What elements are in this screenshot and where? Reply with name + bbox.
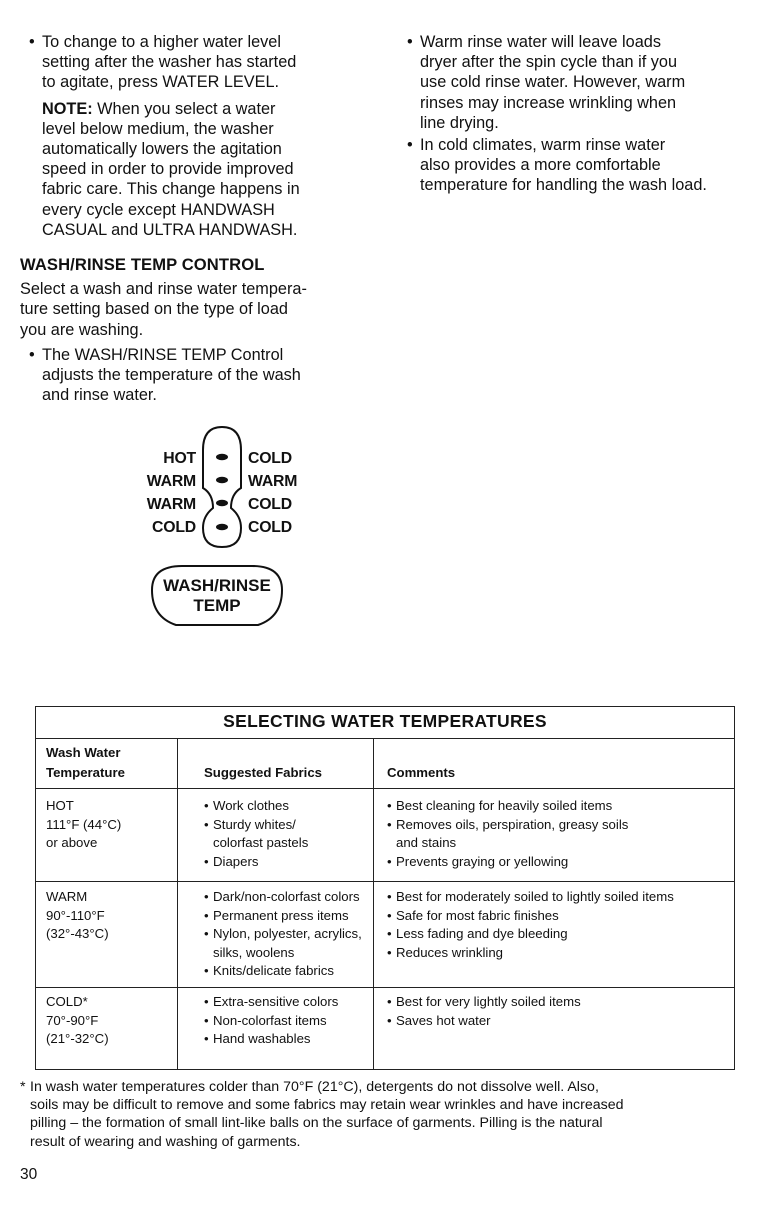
text-line: Select a wash and rinse water tempera- [20, 280, 307, 299]
text-line: When you select a water [92, 99, 276, 118]
dial-position-hot-cold [216, 454, 228, 460]
cell-line: HOT [46, 798, 74, 813]
right-column [398, 32, 743, 196]
text-line: setting after the washer has started [42, 53, 297, 72]
text-line: ture setting based on the type of load [20, 300, 288, 319]
list-item: • Best cleaning for heavily soiled items [387, 797, 628, 816]
warm-rinse-bullet [398, 32, 743, 133]
list-item: • Reduces wrinkling [387, 944, 674, 963]
text-line: also provides a more comfortable [420, 156, 661, 175]
text-line: CASUAL and ULTRA HANDWASH. [42, 220, 298, 239]
water-level-bullet [20, 32, 370, 93]
badge-line: TEMP [193, 596, 241, 615]
page-number: 30 [20, 1166, 38, 1183]
cell-line: WARM [46, 889, 88, 904]
left-column [20, 32, 370, 405]
list-item: and stains [396, 835, 457, 851]
list-item: • Work clothes [204, 797, 308, 816]
list-item: • Dark/non-colorfast colors [204, 888, 362, 907]
list-item: • Permanent press items [204, 907, 362, 926]
table-row-warm-fabrics [204, 888, 362, 981]
table-title: SELECTING WATER TEMPERATURES [223, 711, 547, 731]
table-row-hot-comments [387, 797, 628, 871]
cold-climate-bullet [398, 135, 743, 196]
text-line: dryer after the spin cycle than if you [420, 53, 678, 72]
wash-rinse-temp-dial [100, 420, 340, 640]
dial-position-warm-cold [216, 500, 228, 506]
footnote-first-line [20, 1078, 745, 1096]
section-heading: WASH/RINSE TEMP CONTROL [20, 255, 265, 275]
dial-position-warm-warm [216, 477, 228, 483]
table-row-hot-fabrics [204, 797, 308, 871]
list-item: colorfast pastels [213, 835, 309, 851]
text-line: you are washing. [20, 320, 144, 339]
header-temperature [46, 743, 125, 783]
footnote [20, 1078, 745, 1151]
note-label: NOTE: [42, 99, 93, 118]
text-line: rinses may increase wrinkling when [420, 93, 677, 112]
cell-line: (21°-32°C) [46, 1031, 109, 1047]
control-bullet [20, 345, 370, 406]
list-item: • Removes oils, perspiration, greasy soils [387, 816, 628, 835]
text-line: level below medium, the washer [42, 119, 274, 138]
text-line: • Warm rinse water will leave loads [420, 33, 661, 51]
list-item: • Best for very lightly soiled items [387, 993, 581, 1012]
table-row-cold-comments [387, 993, 581, 1030]
list-item: • Safe for most fabric finishes [387, 907, 674, 926]
note-block [20, 99, 370, 240]
rinse-label-cold: COLD [248, 450, 292, 467]
list-item: • Knits/delicate fabrics [204, 962, 362, 981]
dial-position-cold-cold [216, 524, 228, 530]
rinse-label-cold: COLD [248, 496, 292, 513]
text-line: • The WASH/RINSE TEMP Control [42, 345, 284, 364]
text-line: speed in order to provide improved [42, 160, 294, 179]
header-line: Temperature [46, 765, 125, 780]
wash-label-cold: COLD [152, 519, 196, 536]
wash-label-warm: WARM [146, 473, 196, 490]
cell-line: or above [46, 835, 98, 851]
list-item: • Less fading and dye bleeding [387, 925, 674, 944]
text-line: every cycle except HANDWASH [42, 200, 275, 219]
text-line: temperature for handling the wash load. [420, 176, 707, 195]
footnote-mark: * [20, 1079, 26, 1095]
list-item: • Diapers [204, 853, 308, 872]
cell-line: COLD* [46, 994, 88, 1009]
table-row-warm-comments [387, 888, 674, 962]
text-line: to agitate, press WATER LEVEL. [42, 73, 280, 92]
table-row-cold-fabrics [204, 993, 338, 1049]
cell-line: 90°-110°F [46, 907, 105, 923]
list-item: • Best for moderately soiled to lightly soiled items [387, 888, 674, 907]
text-line: and rinse water. [42, 386, 157, 405]
list-item: • Hand washables [204, 1030, 338, 1049]
water-temperature-table [35, 706, 735, 1070]
text-line: In wash water temperatures colder than 70°F (21°C), detergents do not dissolve well. Also, [30, 1079, 599, 1095]
list-item: • Saves hot water [387, 1012, 581, 1031]
wash-label-warm: WARM [146, 496, 196, 513]
table-row-cold-temp [46, 993, 109, 1049]
list-item: silks, woolens [213, 944, 295, 960]
text-line: automatically lowers the agitation [42, 140, 282, 159]
badge-line: WASH/RINSE [163, 576, 271, 595]
list-item: • Prevents graying or yellowing [387, 853, 628, 872]
wash-label-hot: HOT [163, 450, 196, 467]
cell-line: 70°-90°F [46, 1012, 99, 1028]
list-item: • Sturdy whites/ [204, 816, 308, 835]
list-item: • Nylon, polyester, acrylics, [204, 925, 362, 944]
text-line: use cold rinse water. However, warm [420, 73, 686, 92]
cell-line: (32°-43°C) [46, 926, 109, 942]
text-line: adjusts the temperature of the wash [42, 366, 301, 385]
section-intro [20, 279, 370, 340]
text-line: line drying. [420, 113, 499, 132]
rinse-label-cold: COLD [248, 519, 292, 536]
text-line: • To change to a higher water level [42, 33, 281, 51]
list-item: • Non-colorfast items [204, 1012, 338, 1031]
text-line: result of wearing and washing of garments. [30, 1133, 301, 1150]
header-comments: Comments [387, 765, 456, 780]
header-fabrics: Suggested Fabrics [204, 765, 322, 780]
badge-label [152, 576, 282, 616]
list-item: • Extra-sensitive colors [204, 993, 338, 1012]
text-line: pilling – the formation of small lint-like balls on the surface of garments. Pilling is the natural [30, 1115, 603, 1132]
table-row-hot-temp [46, 797, 121, 853]
rinse-label-warm: WARM [248, 473, 298, 490]
text-line: soils may be difficult to remove and some fabrics may retain wear wrinkles and have increased [30, 1097, 624, 1114]
text-line: • In cold climates, warm rinse water [420, 136, 666, 155]
text-line: fabric care. This change happens in [42, 180, 300, 199]
cell-line: 111°F (44°C) [46, 816, 122, 832]
table-row-warm-temp [46, 888, 109, 944]
header-line: Wash Water [46, 745, 121, 760]
